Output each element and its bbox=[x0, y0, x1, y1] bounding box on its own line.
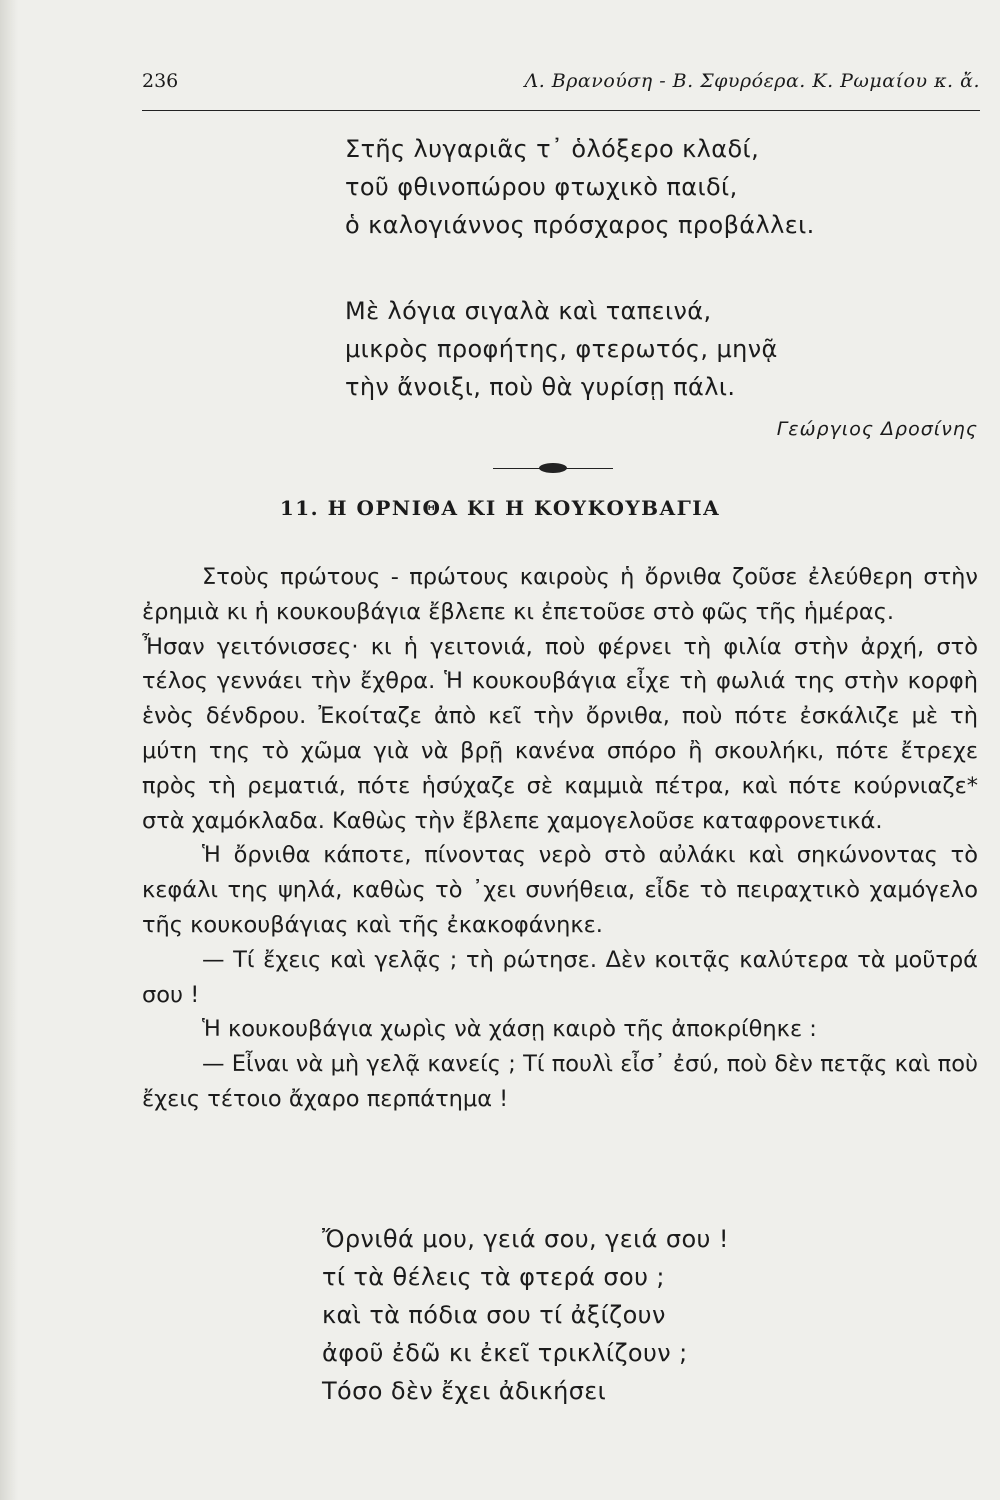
page-header bbox=[142, 70, 980, 102]
section-title: 11. Η ΟΡΝΙΘΑ ΚΙ Η ΚΟΥΚΟΥΒΑΓΙΑ bbox=[279, 496, 721, 520]
poem-line: τὴν ἄνοιξι, ποὺ θὰ γυρίσῃ πάλι. bbox=[345, 373, 736, 401]
poem-line: Μὲ λόγια σιγαλὰ καὶ ταπεινά, bbox=[345, 297, 712, 325]
poem-author: Γεώργιος Δροσίνης bbox=[776, 418, 978, 440]
poem-stanza-1 bbox=[345, 130, 815, 244]
paragraph: — Τί ἔχεις καὶ γελᾷς ; τὴ ρώτησε. Δὲν κοιτᾷς καλύτερα τὰ μοῦτρά σου ! bbox=[142, 946, 978, 1008]
story-text bbox=[142, 560, 978, 1117]
header-rule bbox=[142, 110, 980, 111]
paragraph: Ἡ ὄρνιθα κάποτε, πίνοντας νερὸ στὸ αὐλάκι καὶ σηκώνοντας τὸ κεφάλι της ψηλά, καθὼς τὸ ᾿χει συνήθεια, εἶδε τὸ πειραχτικὸ χαμόγελο τῆς κουκουβάγιας καὶ τῆς ἐκακοφάνηκε. bbox=[142, 842, 978, 938]
poem-stanza-2 bbox=[345, 292, 778, 406]
poem-stanza-3 bbox=[322, 1220, 729, 1410]
section-ornament bbox=[493, 462, 613, 476]
paragraph: — Εἶναι νὰ μὴ γελᾷ κανείς ; Τί πουλὶ εἶσ᾿ ἐσύ, ποὺ δὲν πετᾷς καὶ ποὺ ἔχεις τέτοιο ἄχαρο περπάτημα ! bbox=[142, 1051, 978, 1112]
running-title: Λ. Βρανούση - Β. Σφυρόερα. Κ. Ρωμαίου κ. ἄ. bbox=[524, 70, 980, 92]
poem-line: Τόσο δὲν ἔχει ἀδικήσει bbox=[322, 1377, 607, 1405]
ornament-leaf-icon bbox=[539, 463, 567, 473]
page-edge-shadow bbox=[0, 0, 18, 1500]
poem-line: καὶ τὰ πόδια σου τί ἀξίζουν bbox=[322, 1301, 666, 1329]
poem-line: τί τὰ θέλεις τὰ φτερά σου ; bbox=[322, 1263, 665, 1291]
poem-line: ἀφοῦ ἐδῶ κι ἐκεῖ τρικλίζουν ; bbox=[322, 1339, 688, 1367]
poem-line: Ὄρνιθά μου, γειά σου, γειά σου ! bbox=[322, 1225, 729, 1253]
paragraph: Στοὺς πρώτους - πρώτους καιροὺς ἡ ὄρνιθα ζοῦσε ἐλεύθερη στὴν ἐρημιὰ κι ἡ κουκουβάγια ἔβλεπε κι ἐπετοῦσε στὸ φῶς τῆς ἡμέρας. bbox=[142, 564, 978, 625]
poem-line: μικρὸς προφήτης, φτερωτός, μηνᾷ bbox=[345, 335, 778, 363]
poem-line: τοῦ φθινοπώρου φτωχικὸ παιδί, bbox=[345, 173, 738, 201]
poem-line: Στῆς λυγαριᾶς τ᾿ ὁλόξερο κλαδί, bbox=[345, 135, 760, 163]
poem-line: ὁ καλογιάννος πρόσχαρος προβάλλει. bbox=[345, 211, 815, 239]
page-number: 236 bbox=[142, 70, 179, 92]
paragraph: Ἦσαν γειτόνισσες· κι ἡ γειτονιά, ποὺ φέρνει τὴ φιλία στὴν ἀρχή, στὸ τέλος γεννάει τὴν ἔχθρα. Ἡ κουκουβάγια εἶχε τὴ φωλιά της στὴν κορφὴ ἑνὸς δένδρου. Ἐκοίταζε ἀπὸ κεῖ τὴν ὄρνιθα, ποὺ πότε ἐσκάλιζε μὲ τὴ μύτη της τὸ χῶμα γιὰ νὰ βρῇ κανένα σπόρο ἢ σκουλήκι, πότε ἔτρεχε πρὸς τὴ ρεματιά, πότε ἡσύχαζε σὲ καμμιὰ πέτρα, καὶ πότε κούρνιαζε* στὰ χαμόκλαδα. Καθὼς τὴν ἔβλεπε χαμογελοῦσε καταφρονετικά. bbox=[142, 633, 978, 834]
paragraph: Ἡ κουκουβάγια χωρὶς νὰ χάσῃ καιρὸ τῆς ἀποκρίθηκε : bbox=[202, 1016, 817, 1043]
